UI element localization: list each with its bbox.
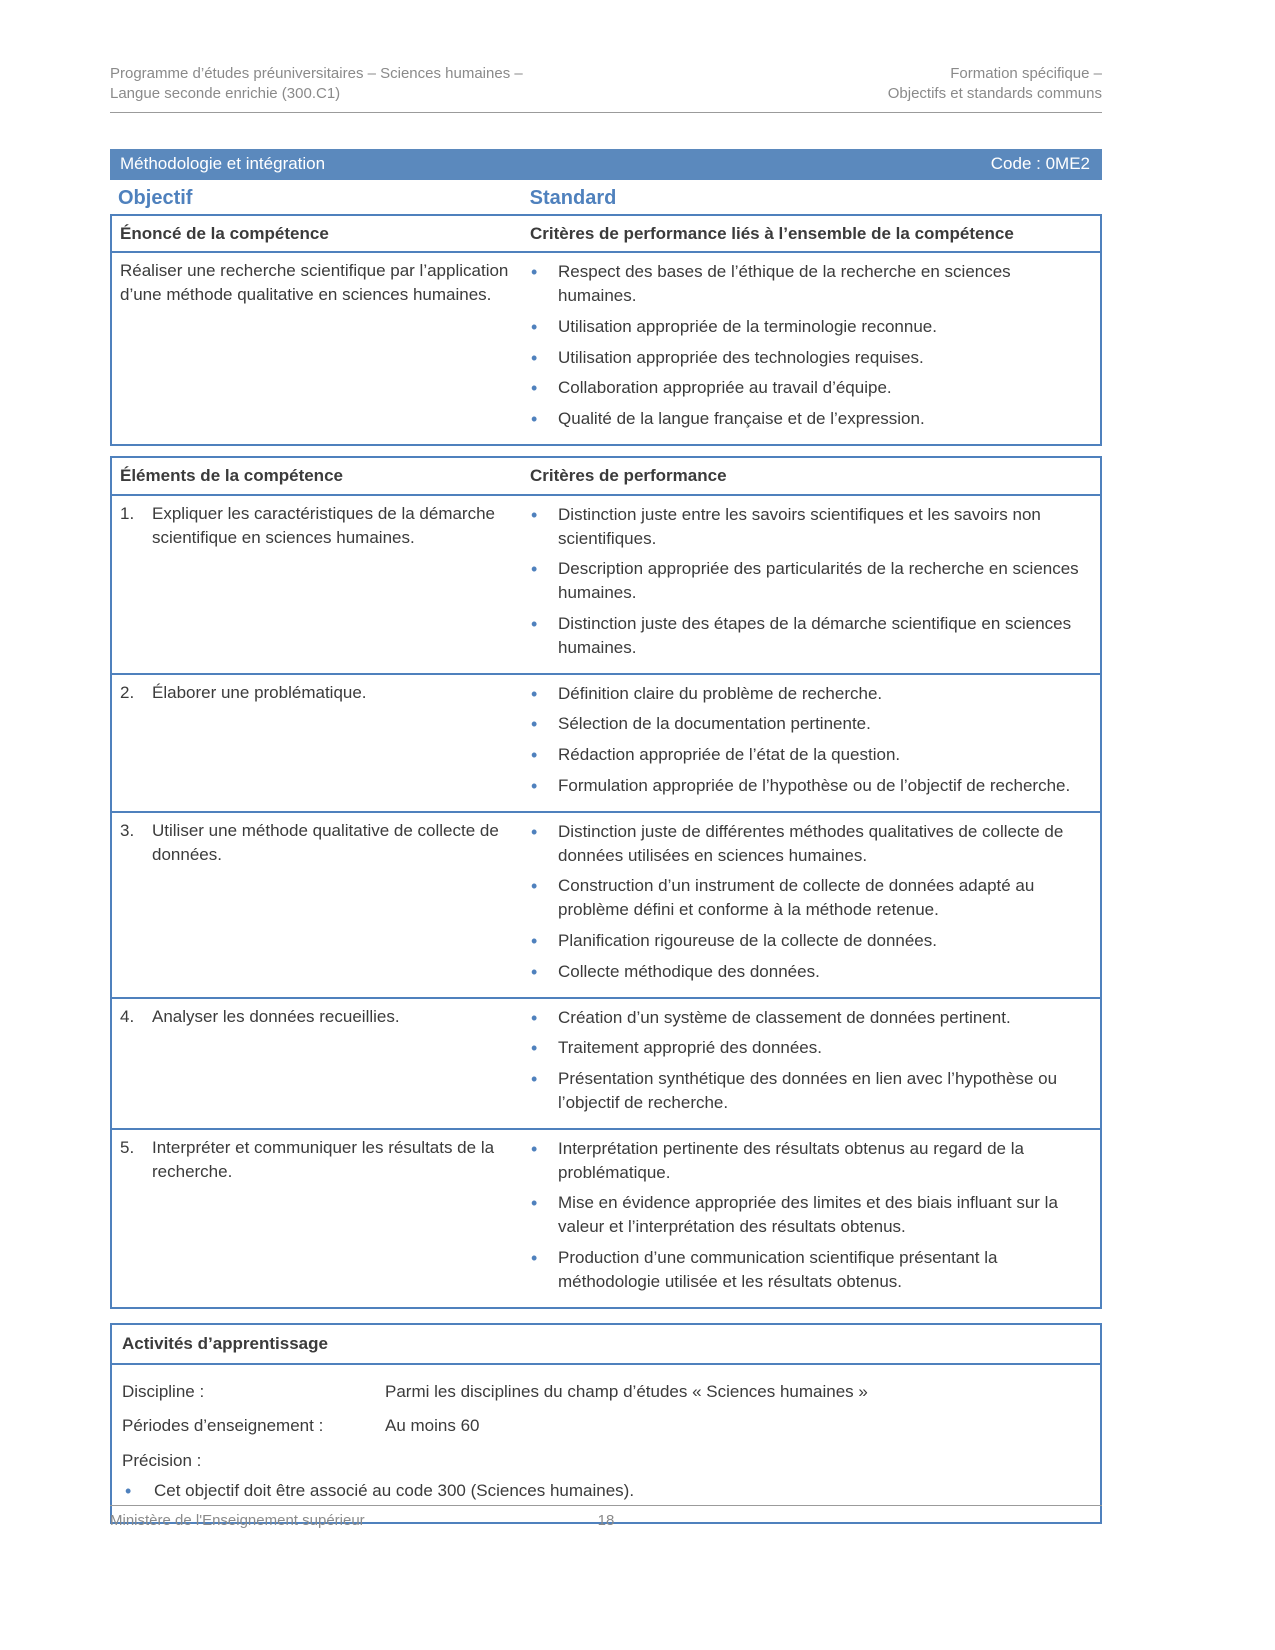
criterion-text: Description appropriée des particularités de la recherche en sciences humaines.	[558, 559, 1079, 603]
bullet-icon: •	[531, 876, 538, 897]
criterion-text: Définition claire du problème de recherche.	[558, 683, 883, 703]
criterion-item	[522, 710, 1096, 741]
criterion-text: Sélection de la documentation pertinente.	[558, 714, 871, 734]
bullet-icon: •	[531, 931, 538, 952]
element-cell	[112, 1130, 522, 1307]
footer-ministry: Ministère de l'Enseignement supérieur	[110, 1512, 365, 1529]
criterion-item	[522, 1065, 1096, 1120]
element-row	[112, 1128, 1100, 1307]
header-left	[110, 64, 523, 105]
element-row	[112, 997, 1100, 1128]
bullet-icon: •	[531, 714, 538, 735]
bullet-icon: •	[531, 1248, 538, 1268]
header-right-line1: Formation spécifique –	[950, 65, 1102, 82]
bullet-icon: •	[531, 821, 538, 842]
element-number: 5.	[120, 1137, 135, 1157]
competence-criteria-list	[522, 256, 1096, 438]
column-titles	[110, 180, 1102, 214]
element-criteria-list	[522, 1002, 1096, 1122]
competence-body-row	[112, 253, 1100, 444]
criterion-text: Collecte méthodique des données.	[558, 961, 820, 981]
element-text: Expliquer les caractéristiques de la démarche scientifique en sciences humaines.	[152, 503, 496, 547]
bullet-icon: •	[531, 961, 538, 982]
bullet-icon: •	[125, 1480, 132, 1501]
element-cell	[112, 813, 522, 997]
column-title-objectif: Objectif	[118, 186, 193, 209]
criterion-item	[522, 772, 1096, 803]
criterion-text: Interprétation pertinente des résultats obtenus au regard de la problématique.	[558, 1138, 1024, 1182]
element-criteria-cell	[522, 675, 1100, 811]
criterion-item	[522, 1135, 1096, 1190]
criterion-text: Qualité de la langue française et de l’expression.	[558, 409, 925, 429]
competence-criteria-cell	[522, 253, 1100, 444]
element-text: Utiliser une méthode qualitative de collecte de données.	[152, 820, 499, 864]
section-title-bar	[110, 149, 1102, 180]
element-row	[112, 496, 1100, 673]
header-left-line2: Langue seconde enrichie (300.C1)	[110, 85, 341, 103]
bullet-icon: •	[531, 1038, 538, 1059]
competence-statement: Réaliser une recherche scientifique par l’application d’une méthode qualitative en sciences humaines.	[120, 261, 509, 305]
periods-value: Au moins 60	[385, 1416, 480, 1436]
discipline-row	[112, 1371, 1100, 1406]
header-left-line1: Programme d’études préuniversitaires – Sciences humaines –	[110, 65, 523, 82]
header-right	[888, 64, 1102, 105]
criterion-item	[522, 501, 1096, 556]
criterion-text: Distinction juste des étapes de la démarche scientifique en sciences humaines.	[558, 614, 1072, 657]
activities-title: Activités d’apprentissage	[112, 1325, 1100, 1365]
criterion-text: Rédaction appropriée de l’état de la question.	[558, 745, 901, 765]
criterion-text: Traitement approprié des données.	[558, 1038, 822, 1058]
bullet-icon: •	[531, 776, 538, 797]
footer-page-number: 18	[597, 1512, 615, 1529]
element-criteria-cell	[522, 1130, 1100, 1307]
criterion-item	[522, 258, 1096, 313]
elements-header-right: Critères de performance	[530, 466, 727, 486]
criterion-item	[522, 555, 1096, 610]
criterion-item	[522, 313, 1096, 344]
element-criteria-list	[522, 816, 1096, 991]
bullet-icon: •	[531, 614, 538, 635]
bullet-icon: •	[531, 683, 538, 704]
criterion-item	[522, 610, 1096, 665]
element-cell	[112, 496, 522, 673]
element-criteria-cell	[522, 999, 1100, 1128]
criterion-text: Cet objectif doit être associé au code 300 (Sciences humaines).	[154, 1480, 635, 1500]
criterion-text: Construction d’un instrument de collecte de données adapté au problème défini et conforme à la méthode retenue.	[558, 876, 1035, 920]
criterion-text: Mise en évidence appropriée des limites et des biais influant sur la valeur et l’interprétation des résultats obtenus.	[558, 1193, 1058, 1237]
activities-table	[110, 1323, 1102, 1524]
periods-label: Périodes d’enseignement :	[122, 1416, 324, 1436]
elements-header-left: Éléments de la compétence	[120, 466, 343, 486]
elements-rows	[112, 496, 1100, 1307]
criterion-item	[522, 872, 1096, 927]
competence-header-left: Énoncé de la compétence	[120, 223, 329, 243]
criterion-item	[522, 344, 1096, 375]
criterion-item	[522, 1189, 1096, 1244]
criterion-text: Utilisation appropriée des technologies requises.	[558, 347, 924, 367]
criterion-item	[522, 818, 1096, 873]
bullet-icon: •	[531, 262, 538, 283]
precision-row	[112, 1440, 1100, 1475]
criterion-text: Formulation appropriée de l’hypothèse ou de l’objectif de recherche.	[558, 776, 1071, 796]
section-title: Méthodologie et intégration	[120, 154, 326, 173]
header-right-line2: Objectifs et standards communs	[887, 85, 1102, 103]
competence-header-right: Critères de performance liés à l’ensemble de la compétence	[530, 223, 1014, 243]
criterion-text: Respect des bases de l’éthique de la recherche en sciences humaines.	[558, 262, 1011, 306]
bullet-icon: •	[531, 1007, 538, 1028]
element-criteria-list	[522, 1133, 1096, 1301]
bullet-icon: •	[531, 559, 538, 580]
bullet-icon: •	[531, 1193, 538, 1214]
element-row	[112, 811, 1100, 997]
criterion-item	[522, 741, 1096, 772]
element-cell	[112, 999, 522, 1128]
bullet-icon: •	[531, 1138, 538, 1159]
criterion-item	[522, 1034, 1096, 1065]
periods-row	[112, 1405, 1100, 1440]
bullet-icon: •	[531, 504, 538, 525]
criterion-text: Collaboration appropriée au travail d’équipe.	[558, 378, 892, 398]
bullet-icon: •	[531, 745, 538, 766]
running-header	[110, 64, 1102, 113]
page-footer	[110, 1505, 1102, 1529]
criterion-text: Production d’une communication scientifique présentant la méthodologie utilisée et les résultats obtenus.	[558, 1248, 998, 1291]
element-text: Analyser les données recueillies.	[152, 1006, 400, 1026]
elements-table	[110, 456, 1102, 1309]
criterion-item	[112, 1477, 1100, 1508]
element-cell	[112, 675, 522, 811]
criterion-text: Distinction juste entre les savoirs scientifiques et les savoirs non scientifiques.	[558, 504, 1041, 548]
criterion-item	[522, 680, 1096, 711]
criterion-item	[522, 1004, 1096, 1035]
element-criteria-cell	[522, 813, 1100, 997]
discipline-label: Discipline :	[122, 1381, 205, 1401]
elements-table-header	[112, 458, 1100, 496]
bullet-icon: •	[531, 378, 538, 399]
criterion-item	[522, 405, 1096, 436]
element-row	[112, 673, 1100, 811]
activities-body	[112, 1365, 1100, 1522]
element-criteria-list	[522, 499, 1096, 667]
criterion-item	[522, 927, 1096, 958]
element-text: Interpréter et communiquer les résultats de la recherche.	[152, 1137, 495, 1181]
competence-table	[110, 214, 1102, 447]
page-content	[110, 0, 1102, 1534]
bullet-icon: •	[531, 347, 538, 368]
bullet-icon: •	[531, 316, 538, 337]
criterion-item	[522, 958, 1096, 989]
discipline-value: Parmi les disciplines du champ d’études « Sciences humaines »	[385, 1381, 868, 1401]
column-title-standard: Standard	[529, 186, 617, 209]
element-criteria-list	[522, 678, 1096, 805]
competence-table-header	[112, 216, 1100, 254]
criterion-text: Distinction juste de différentes méthodes qualitatives de collecte de données utilisées en sciences humaines.	[558, 821, 1064, 865]
element-criteria-cell	[522, 496, 1100, 673]
criterion-text: Utilisation appropriée de la terminologie reconnue.	[558, 316, 937, 336]
element-number: 1.	[120, 503, 135, 523]
bullet-icon: •	[531, 409, 538, 430]
bullet-icon: •	[531, 1069, 538, 1090]
precision-label: Précision :	[122, 1451, 202, 1471]
criterion-text: Création d’un système de classement de données pertinent.	[558, 1007, 1011, 1027]
criterion-text: Planification rigoureuse de la collecte de données.	[558, 931, 937, 951]
element-number: 4.	[120, 1006, 135, 1026]
element-number: 2.	[120, 682, 135, 702]
criterion-item	[522, 1244, 1096, 1299]
criterion-text: Présentation synthétique des données en lien avec l’hypothèse ou l’objectif de recherche.	[558, 1069, 1058, 1113]
element-number: 3.	[120, 820, 135, 840]
criterion-item	[522, 374, 1096, 405]
section-code: Code : 0ME2	[990, 154, 1090, 173]
element-text: Élaborer une problématique.	[152, 682, 367, 702]
